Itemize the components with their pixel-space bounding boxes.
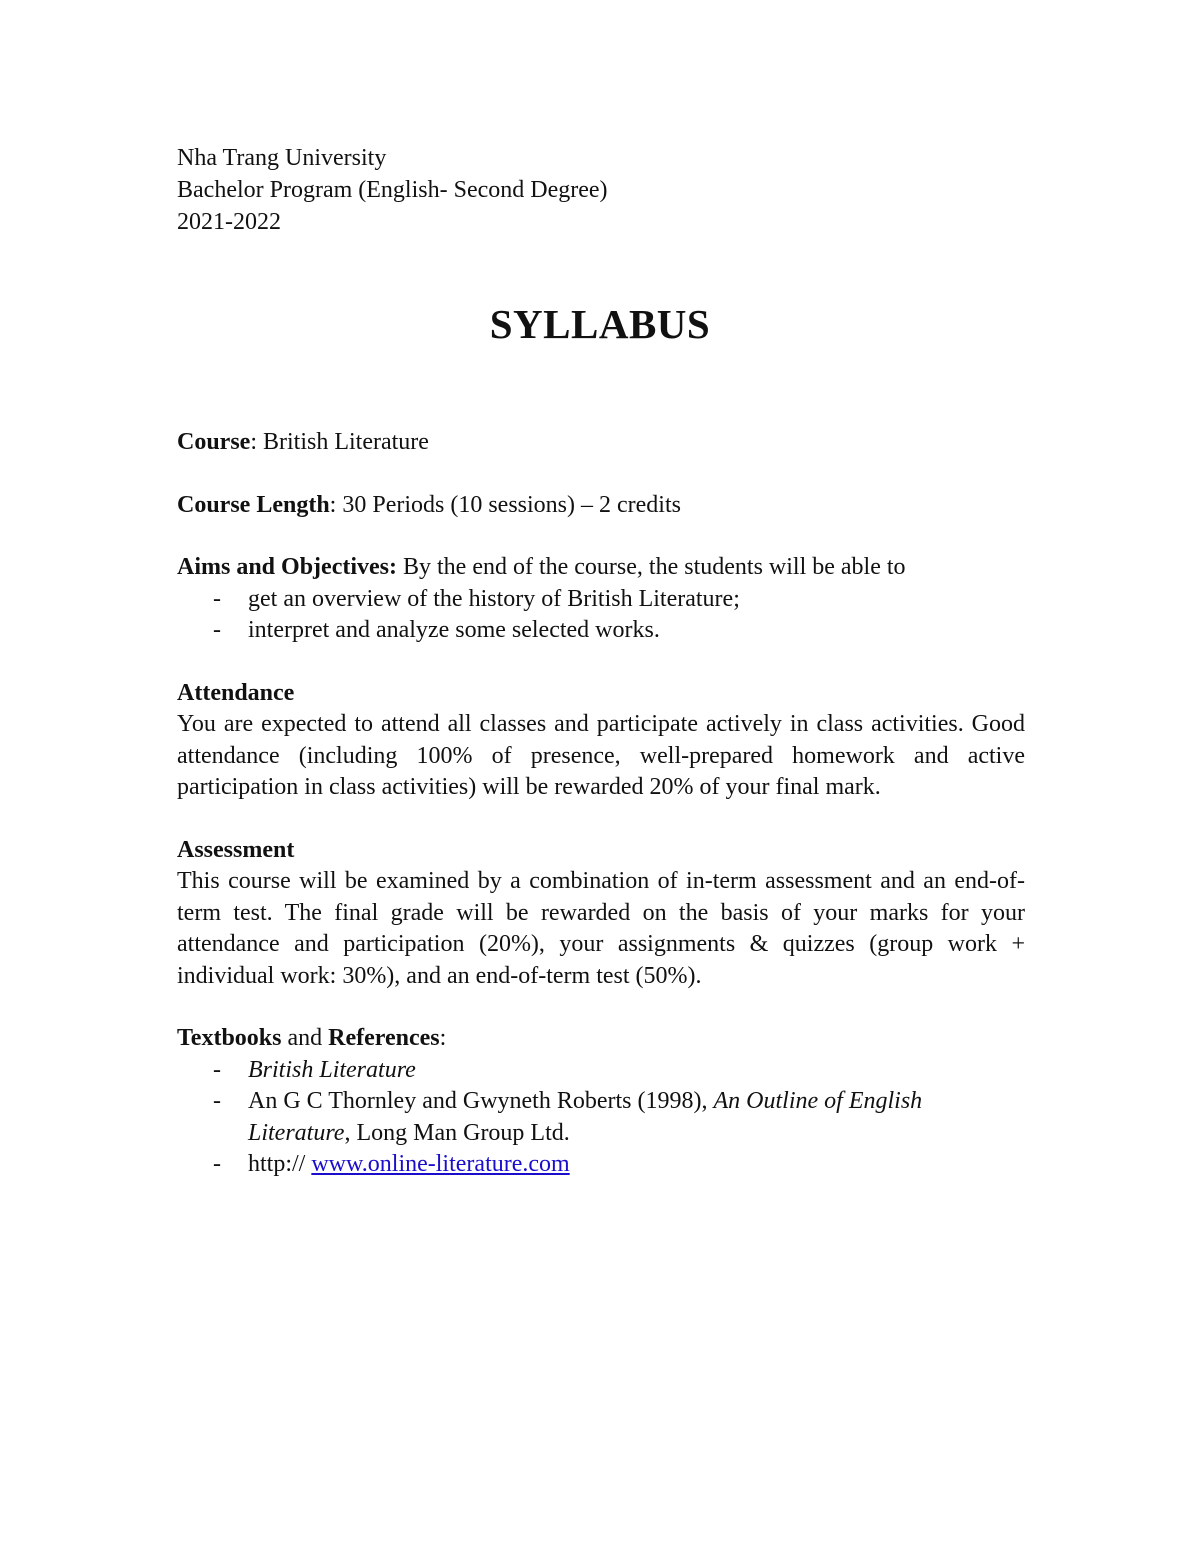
aims-item-text: get an overview of the history of British Literature;: [248, 585, 740, 612]
reference-authors: An G C Thornley and Gwyneth Roberts (1998),: [248, 1088, 714, 1114]
references-field: [177, 1023, 1025, 1055]
aims-item-text: interpret and analyze some selected works.: [248, 617, 660, 643]
list-item: [177, 1149, 1025, 1181]
syllabus-content: [177, 427, 1025, 1181]
course-field: [177, 427, 1025, 459]
and-text: and: [281, 1025, 329, 1051]
assessment-heading: Assessment: [177, 836, 295, 863]
dash-bullet: -: [213, 1151, 221, 1177]
references-list: [177, 1055, 1025, 1181]
reference-title: An Outline of English Literature: [248, 1088, 923, 1146]
list-item: [177, 1086, 1025, 1149]
dash-bullet: -: [213, 585, 221, 612]
aims-label: Aims and Objectives:: [177, 554, 397, 580]
page-title: SYLLABUS: [489, 301, 711, 347]
assessment-text: This course will be examined by a combination of in-term assessment and an end-of-term test. The final grade will be rewarded on the basis of your marks for your attendance and participation (20%), your assignments & quizzes (group work + individual work: 30%), and an end-of-term test (50%).: [177, 868, 1025, 989]
list-item: [177, 1055, 1025, 1087]
list-item: [177, 615, 1025, 647]
aims-field: [177, 552, 1025, 584]
dash-bullet: -: [213, 1088, 221, 1114]
course-value: : British Literature: [250, 429, 429, 455]
institution-name: Nha Trang University: [177, 145, 387, 171]
course-label: Course: [177, 429, 251, 455]
program-name: Bachelor Program (English- Second Degree): [177, 177, 608, 203]
dash-bullet: -: [213, 617, 221, 643]
course-length-field: [177, 490, 1025, 522]
list-item: [177, 584, 1025, 616]
attendance-heading: Attendance: [177, 679, 295, 706]
aims-list: [177, 584, 1025, 647]
course-length-label: Course Length: [177, 491, 330, 518]
reference-url-prefix: http://: [248, 1151, 312, 1177]
academic-year: 2021-2022: [177, 209, 281, 235]
reference-title: British Literature: [248, 1056, 416, 1083]
online-literature-link[interactable]: www.online-literature.com: [311, 1151, 570, 1177]
references-colon: :: [439, 1025, 447, 1051]
references-label: References: [328, 1025, 440, 1051]
course-length-value: : 30 Periods (10 sessions) – 2 credits: [329, 491, 681, 518]
document-header: [177, 142, 608, 238]
textbooks-label: Textbooks: [177, 1025, 282, 1051]
reference-publisher: , Long Man Group Ltd.: [344, 1119, 570, 1146]
dash-bullet: -: [213, 1056, 221, 1083]
aims-intro: By the end of the course, the students will be able to: [396, 554, 906, 580]
attendance-text: You are expected to attend all classes and participate actively in class activities. Good attendance (including 100% of presence, well-prepared homework and active participation in class activities) will be rewarded 20% of your final mark.: [177, 711, 1025, 800]
